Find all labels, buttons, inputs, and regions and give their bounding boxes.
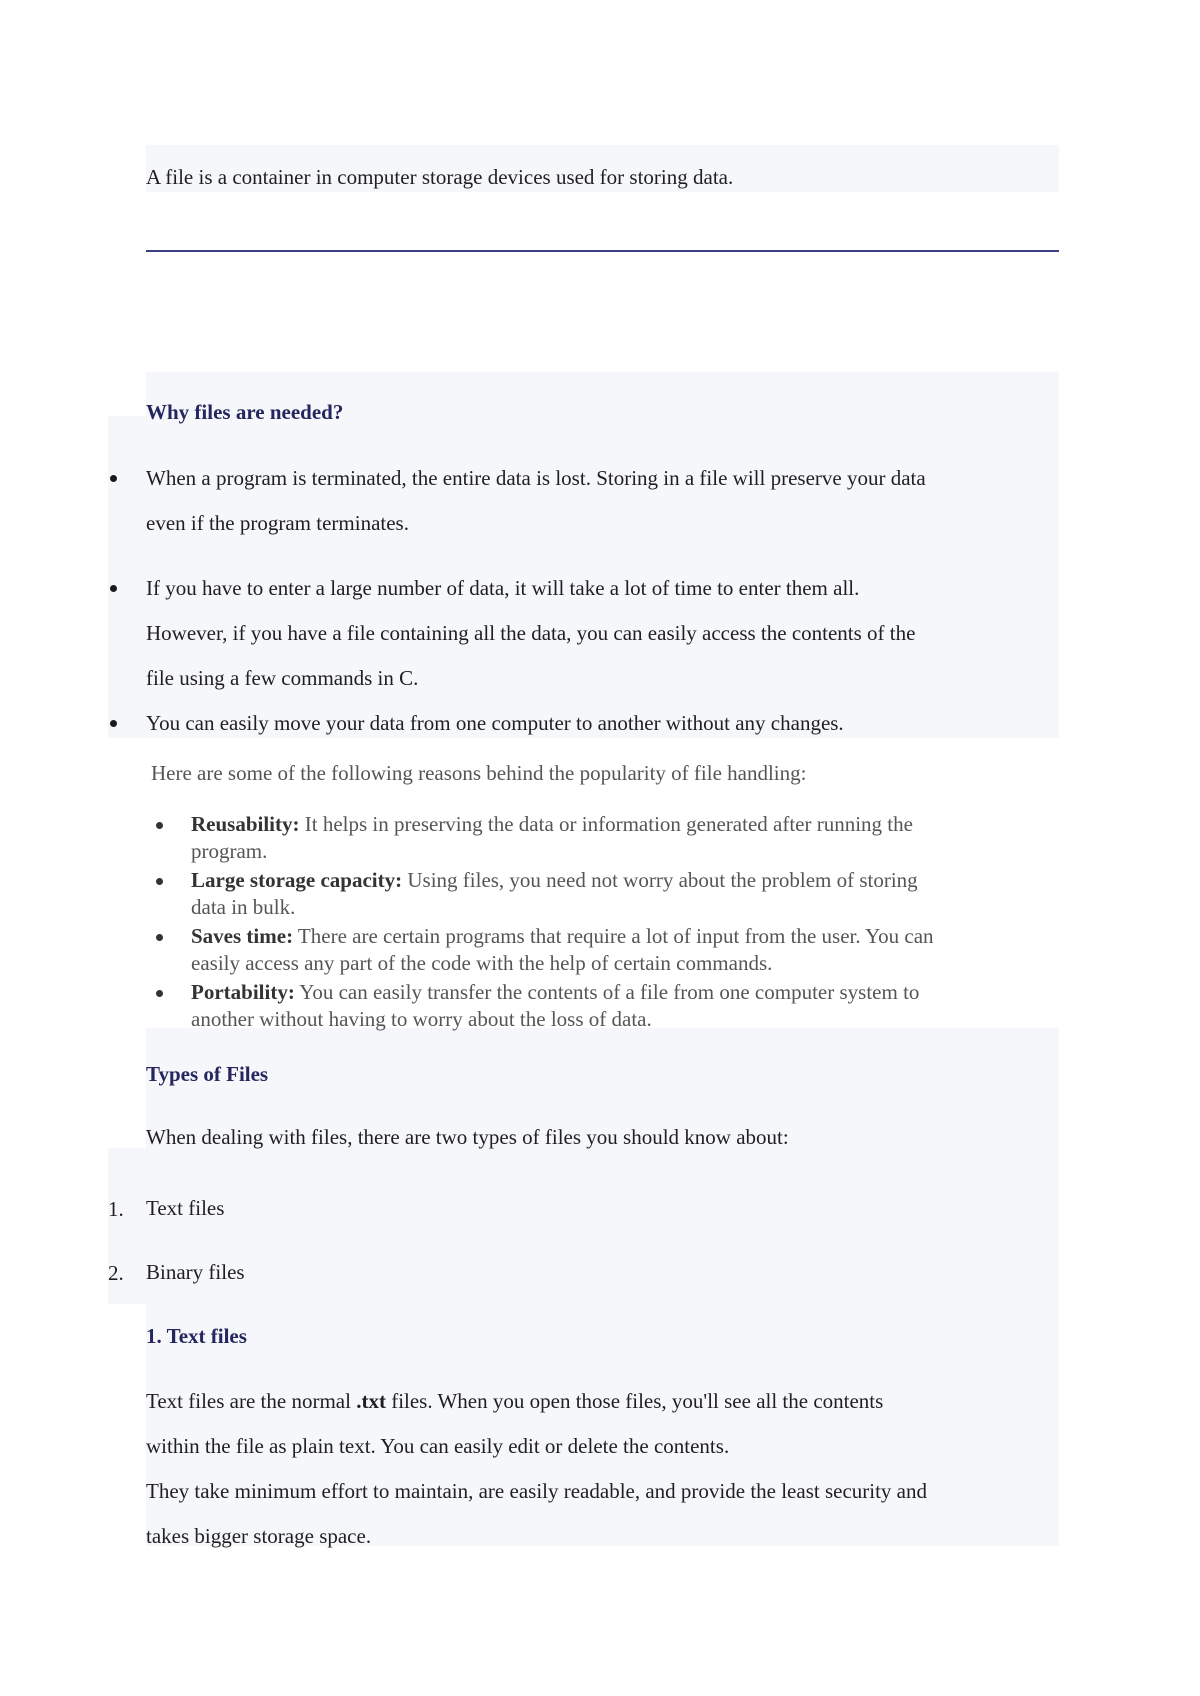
why-item-1-line-2: even if the program terminates.: [146, 511, 409, 535]
txt-extension: .txt: [356, 1389, 386, 1413]
bullet-icon: [110, 475, 117, 482]
intro-text: A file is a container in computer storage devices used for storing data.: [146, 165, 734, 189]
why-item-2-line-1: If you have to enter a large number of data, it will take a lot of time to enter them all.: [146, 576, 860, 600]
types-item-text-files: Text files: [146, 1196, 225, 1220]
why-heading: Why files are needed?: [146, 400, 344, 424]
types-intro: When dealing with files, there are two types of files you should know about:: [146, 1125, 789, 1149]
popularity-item-3: [191, 923, 934, 950]
text-files-para-2-line-2: takes bigger storage space.: [146, 1524, 372, 1548]
popularity-item-4-cont: another without having to worry about the loss of data.: [191, 1007, 652, 1031]
types-heading: Types of Files: [146, 1062, 269, 1086]
horizontal-divider: [146, 250, 1059, 252]
text-files-para-2-line-1: They take minimum effort to maintain, are easily readable, and provide the least security and: [146, 1479, 927, 1503]
why-item-2-line-3: file using a few commands in C.: [146, 666, 419, 690]
popularity-item-4: [191, 979, 919, 1006]
text-segment: files. When you open those files, you'll see all the contents: [385, 1389, 884, 1413]
popularity-desc: You can easily transfer the contents of a file from one computer system to: [294, 980, 920, 1004]
popularity-item-1-cont: program.: [191, 839, 268, 863]
text-files-para-1-line-2: within the file as plain text. You can easily edit or delete the contents.: [146, 1434, 730, 1458]
bullet-icon: [156, 878, 163, 885]
types-list-panel: [108, 1148, 1059, 1304]
bullet-icon: [110, 585, 117, 592]
popularity-item-1: [191, 811, 913, 838]
bullet-icon: [156, 934, 163, 941]
popularity-term: Reusability:: [191, 812, 300, 836]
popularity-item-2-cont: data in bulk.: [191, 895, 296, 919]
types-item-binary-files: Binary files: [146, 1260, 245, 1284]
popularity-term: Portability:: [191, 980, 295, 1004]
bullet-icon: [110, 720, 117, 727]
popularity-desc: There are certain programs that require a lot of input from the user. You can: [293, 924, 934, 948]
popularity-intro: Here are some of the following reasons behind the popularity of file handling:: [151, 761, 807, 785]
why-item-1-line-1: When a program is terminated, the entire data is lost. Storing in a file will preserve your data: [146, 466, 926, 490]
popularity-item-3-cont: easily access any part of the code with the help of certain commands.: [191, 951, 773, 975]
text-segment: Text files are the normal: [146, 1389, 357, 1413]
list-number: 2.: [108, 1261, 124, 1285]
list-number: 1.: [108, 1197, 124, 1221]
popularity-desc: Using files, you need not worry about the problem of storing: [402, 868, 918, 892]
text-files-heading: 1. Text files: [146, 1324, 247, 1348]
bullet-icon: [156, 822, 163, 829]
popularity-term: Large storage capacity:: [191, 868, 403, 892]
popularity-desc: It helps in preserving the data or information generated after running the: [299, 812, 913, 836]
popularity-term: Saves time:: [191, 924, 294, 948]
bullet-icon: [156, 990, 163, 997]
text-files-para-1-line-1: [146, 1379, 883, 1424]
popularity-item-2: [191, 867, 918, 894]
why-item-3-line-1: You can easily move your data from one computer to another without any changes.: [146, 711, 844, 735]
why-item-2-line-2: However, if you have a file containing all the data, you can easily access the contents of the: [146, 621, 916, 645]
